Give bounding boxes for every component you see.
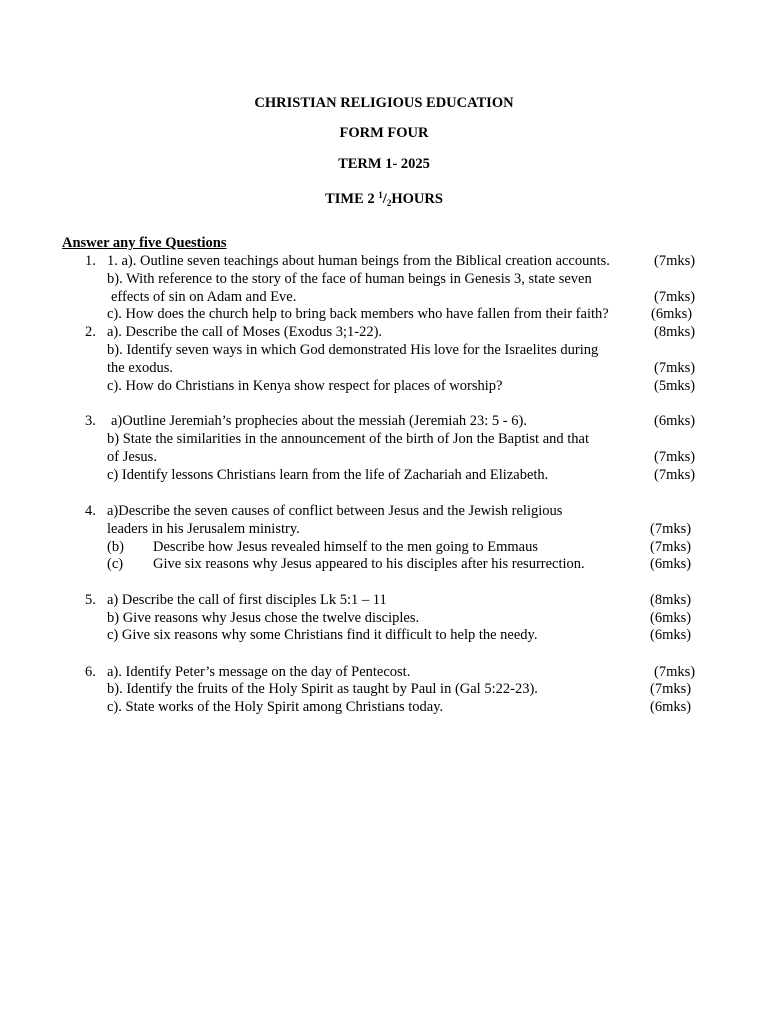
question-line: a)Outline Jeremiah’s prophecies about the messiah (Jeremiah 23: 5 - 6). bbox=[111, 413, 527, 429]
question-number: 4. bbox=[85, 503, 96, 519]
question-line: b). Identify the fruits of the Holy Spirit as taught by Paul in (Gal 5:22-23). bbox=[107, 681, 538, 697]
exam-term: TERM 1- 2025 bbox=[338, 156, 430, 172]
exam-instructions: Answer any five Questions bbox=[62, 235, 227, 251]
question-line: a) Describe the call of first disciples Lk 5:1 – 11 bbox=[107, 592, 387, 608]
question-number: 1. bbox=[85, 253, 96, 269]
question-marks: (7mks) bbox=[650, 521, 692, 537]
question-marks: (7mks) bbox=[654, 360, 696, 376]
time-fraction-slash: / bbox=[382, 191, 387, 207]
question-line: 1. a). Outline seven teachings about human beings from the Biblical creation accounts. bbox=[107, 253, 610, 269]
question-line: the exodus. bbox=[107, 360, 174, 376]
question-marks: (8mks) bbox=[650, 592, 692, 608]
question-line: of Jesus. bbox=[107, 449, 157, 465]
question-marks: (5mks) bbox=[654, 378, 696, 394]
question-number: 5. bbox=[85, 592, 96, 608]
question-marks: (6mks) bbox=[651, 306, 693, 322]
question-marks: (7mks) bbox=[654, 289, 696, 305]
question-marks: (6mks) bbox=[650, 627, 692, 643]
question-line: a). Identify Peter’s message on the day of Pentecost. bbox=[107, 664, 411, 680]
question-marks: (6mks) bbox=[650, 556, 692, 572]
sub-question-text: Describe how Jesus revealed himself to the men going to Emmaus bbox=[153, 539, 538, 555]
question-marks: (7mks) bbox=[654, 449, 696, 465]
question-line: a)Describe the seven causes of conflict between Jesus and the Jewish religious bbox=[107, 503, 563, 519]
sub-question-label: (b) bbox=[107, 539, 124, 555]
question-number: 3. bbox=[85, 413, 96, 429]
question-marks: (8mks) bbox=[654, 324, 696, 340]
question-marks: (7mks) bbox=[654, 467, 696, 483]
question-number: 2. bbox=[85, 324, 96, 340]
question-line: b). With reference to the story of the face of human beings in Genesis 3, state seven bbox=[107, 271, 592, 287]
sub-question-label: (c) bbox=[107, 556, 124, 572]
question-line: b) Give reasons why Jesus chose the twelve disciples. bbox=[107, 610, 420, 626]
exam-form: FORM FOUR bbox=[339, 125, 429, 141]
question-marks: (6mks) bbox=[650, 610, 692, 626]
question-line: c) Identify lessons Christians learn from the life of Zachariah and Elizabeth. bbox=[107, 467, 549, 483]
question-line: c) Give six reasons why some Christians find it difficult to help the needy. bbox=[107, 627, 538, 643]
question-line: b) State the similarities in the announcement of the birth of Jon the Baptist and that bbox=[107, 431, 590, 447]
time-prefix: TIME 2 bbox=[325, 191, 379, 207]
exam-time bbox=[0, 186, 768, 212]
question-marks: (6mks) bbox=[654, 413, 696, 429]
question-number: 6. bbox=[85, 664, 96, 680]
time-fraction-numerator: 1 bbox=[378, 190, 383, 200]
time-suffix: HOURS bbox=[391, 191, 443, 207]
question-line: leaders in his Jerusalem ministry. bbox=[107, 521, 300, 537]
question-marks: (7mks) bbox=[650, 681, 692, 697]
question-marks: (7mks) bbox=[650, 539, 692, 555]
question-marks: (7mks) bbox=[654, 253, 696, 269]
sub-question-text: Give six reasons why Jesus appeared to his disciples after his resurrection. bbox=[153, 556, 585, 572]
question-line: c). How does the church help to bring back members who have fallen from their faith? bbox=[107, 306, 609, 322]
question-line: effects of sin on Adam and Eve. bbox=[111, 289, 297, 305]
exam-subject-title: CHRISTIAN RELIGIOUS EDUCATION bbox=[254, 95, 514, 111]
question-marks: (7mks) bbox=[654, 664, 696, 680]
question-line: a). Describe the call of Moses (Exodus 3;1-22). bbox=[107, 324, 383, 340]
question-line: b). Identify seven ways in which God demonstrated His love for the Israelites during bbox=[107, 342, 599, 358]
question-line: c). State works of the Holy Spirit among Christians today. bbox=[107, 699, 444, 715]
question-marks: (6mks) bbox=[650, 699, 692, 715]
question-line: c). How do Christians in Kenya show respect for places of worship? bbox=[107, 378, 503, 394]
time-fraction-denominator: 2 bbox=[386, 198, 392, 208]
